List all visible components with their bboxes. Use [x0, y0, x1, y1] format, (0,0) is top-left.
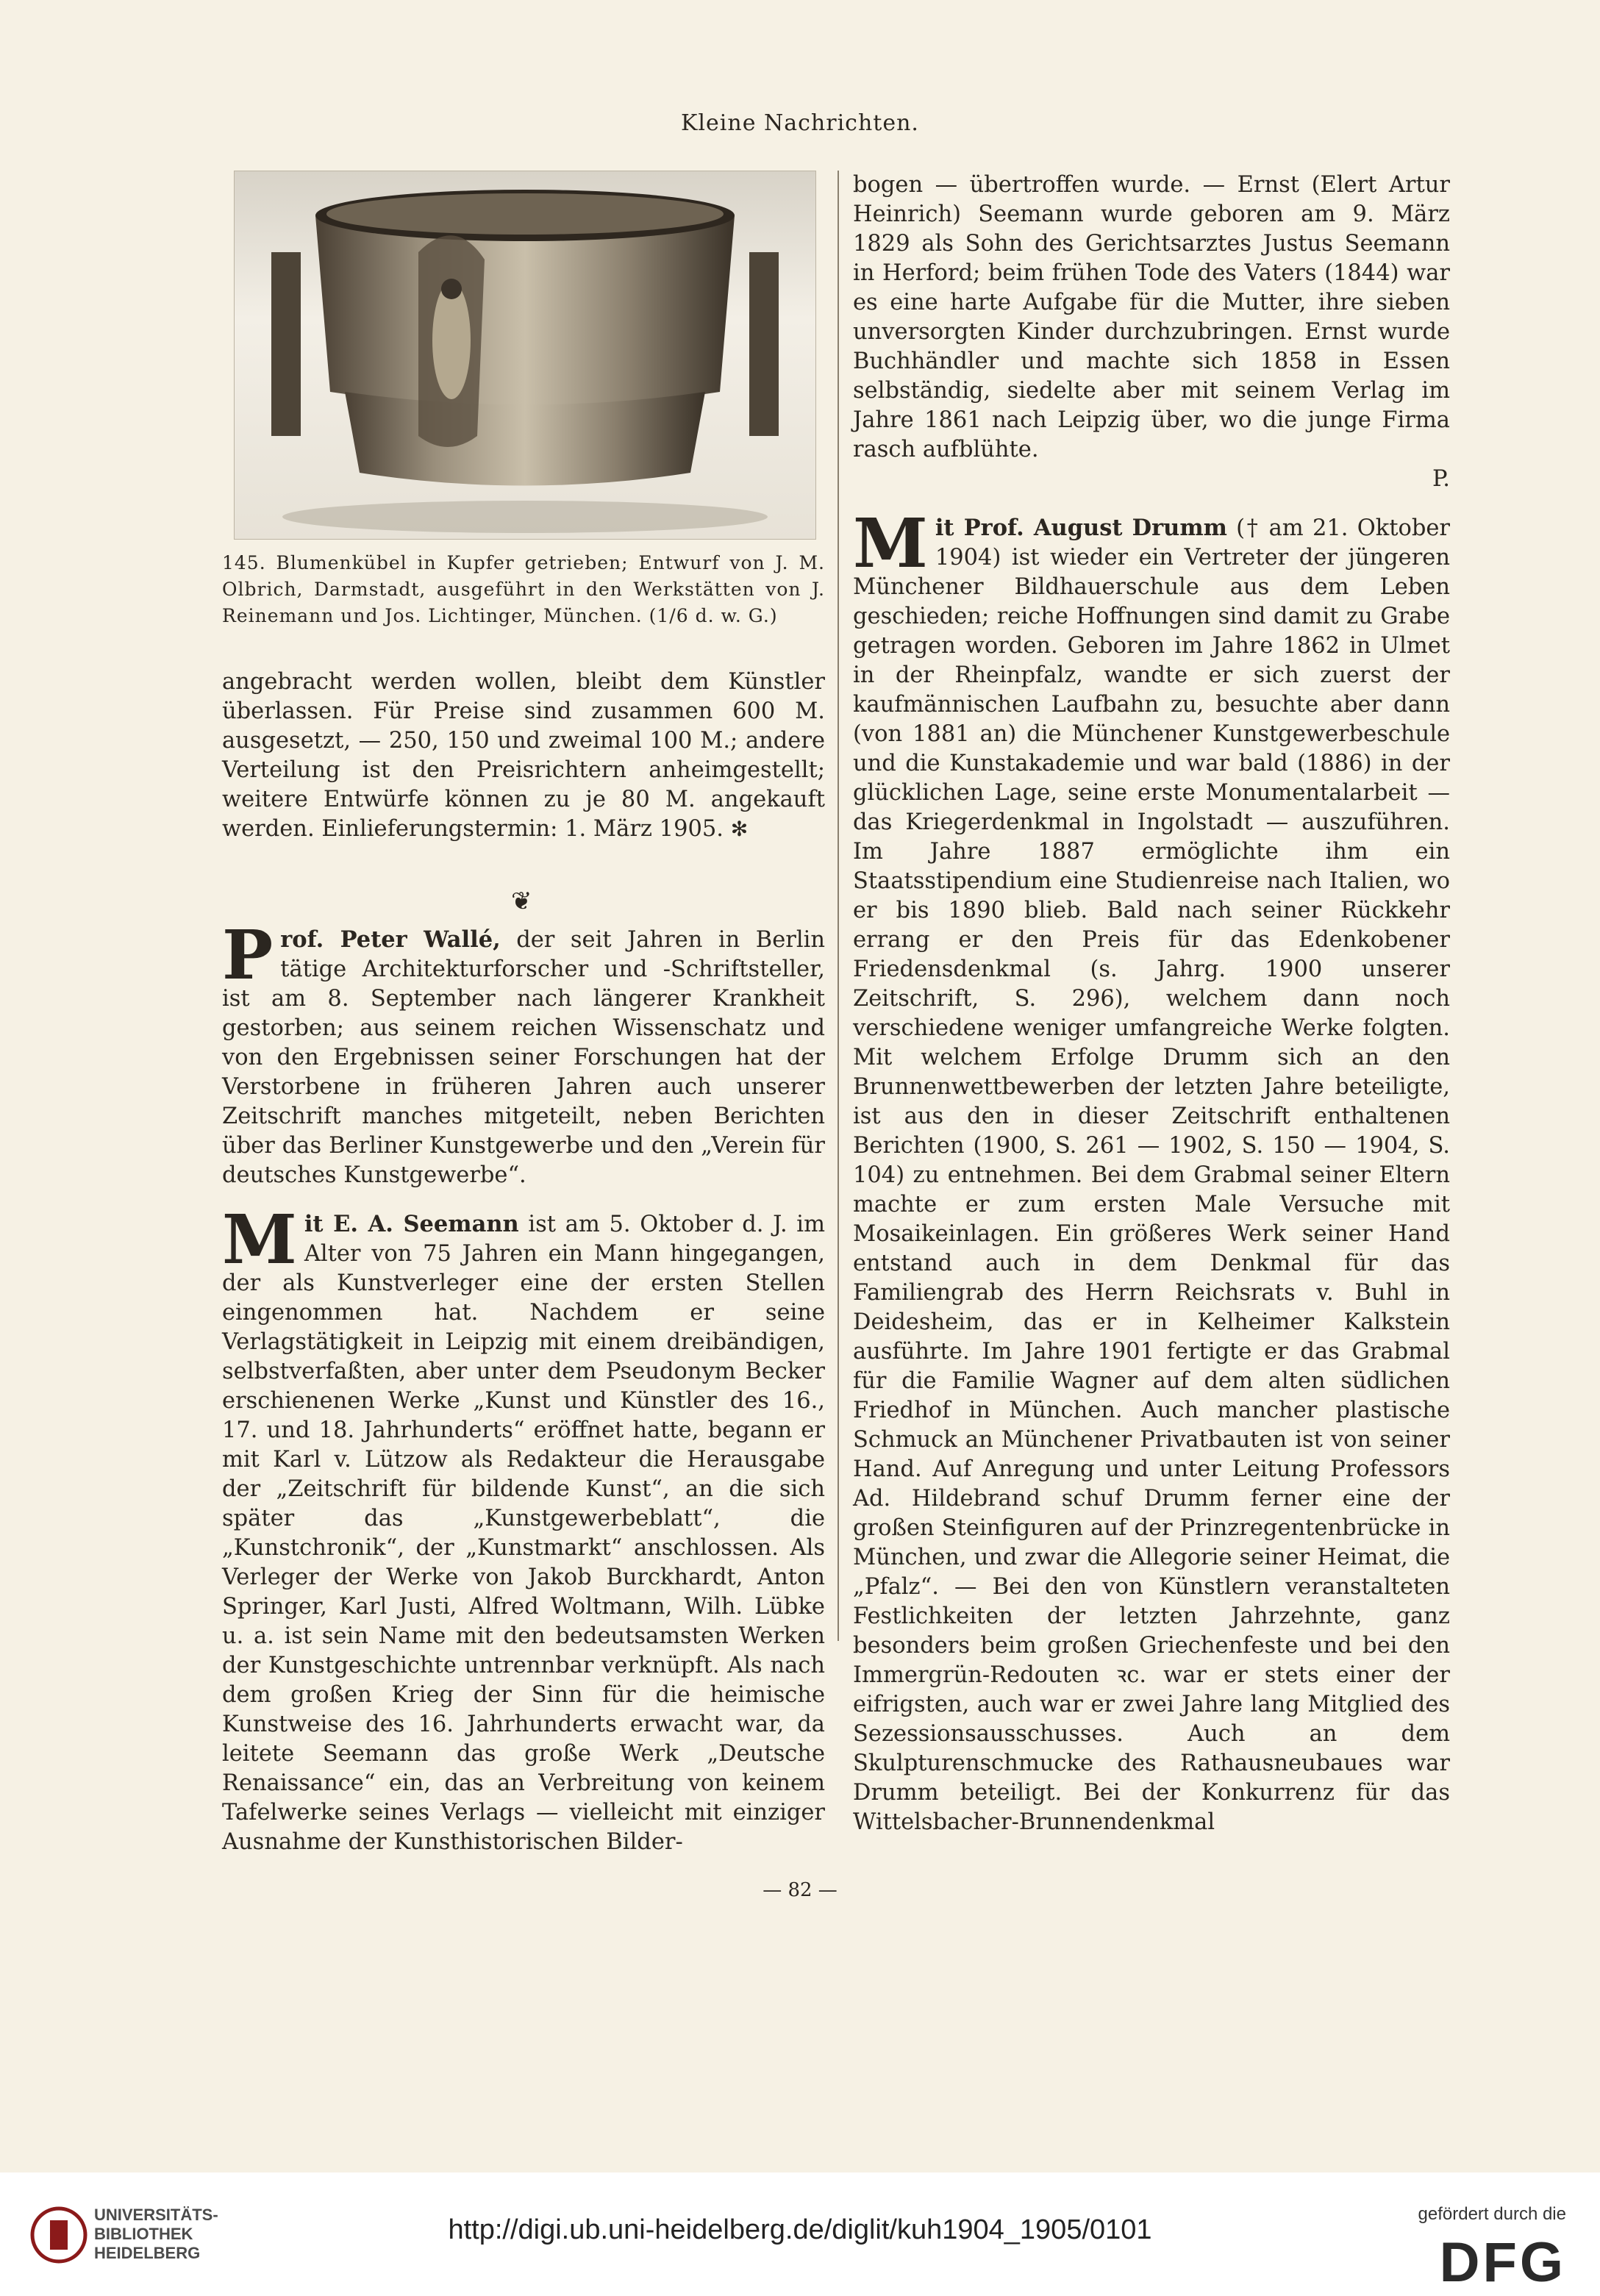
library-line-3: HEIDELBERG — [94, 2244, 201, 2262]
left-column — [222, 668, 825, 1857]
seemann-name: it E. A. Seemann — [304, 1211, 519, 1237]
drumm-initial: M — [853, 504, 928, 583]
planter-photograph — [234, 171, 816, 540]
section-divider-ornament-icon: ❦ — [511, 887, 532, 916]
walle-obituary — [222, 915, 825, 1190]
figure-caption: 145. Blumenkübel in Kupfer getrieben; Entwurf von J. M. Olbrich, Darmstadt, ausgeführt in den Werkstätten von J. Reinemann und Jos. Lichtinger, München. (1/6 d. w. G.) — [222, 552, 825, 626]
funder-label: gefördert durch die — [1418, 2204, 1566, 2224]
author-signoff: P. — [1432, 466, 1450, 492]
drumm-text: († am 21. Oktober 1904) ist wieder ein Vertreter der jüngeren Münchener Bildhauerschule aus dem Leben geschieden; reiche Hoffnungen sind damit zu Grabe getragen worden. Geboren im Jahre 1862 in Ulmet in der Rheinpfalz, wandte er sich zuerst der kaufmännischen Laufbahn zu, besuchte aber dann (von 1881 an) die Münchener Kunstgewerbeschule und die Kunstakademie und war bald (1886) in der glücklichen Lage, seine erste Monumentalarbeit — das Kriegerdenkmal in Ingolstadt — auszuführen. Im Jahre 1887 ermöglichte ihm ein Staatsstipendium eine Studienreise nach Italien, wo er bis 1890 blieb. Bald nach seiner Rückkehr errang er den Preis für das Edenkobener Friedensdenkmal (s. Jahrg. 1900 unserer Zeitschrift, S. 296), welchem dann noch verschiedene weniger umfangreiche Werke folgten. Mit welchem Erfolge Drumm sich an den Brunnenwettbewerben der letzten Jahre beteiligte, ist aus den in dieser Zeitschrift enthaltenen Berichten (1900, S. 261 — 1902, S. 150 — 1904, S. 104) zu entnehmen. Bei dem Grabmal seiner Eltern machte er zum ersten Male Versuche mit Mosaikeinlagen. Ein größeres Werk seiner Hand entstand auch in dem Denkmal für das Familiengrab des Herrn Reichsrats v. Buhl in Deidesheim, das er in Kelheimer Kalkstein ausführte. Im Jahre 1901 fertigte er das Grabmal für die Familie Wagner auf dem alten südlichen Friedhof in München. Auch mancher plastische Schmuck an Münchener Privatbauten ist von seiner Hand. Auf Anregung und unter Leitung Professors Ad. Hildebrand schuf Drumm ferner eine der großen Steinfiguren auf der Prinzregentenbrücke in München, und zwar die Allegorie seiner Heimat, die „Pfalz“. — Bei den von Künstlern veranstalteten Festlichkeiten der letzten Jahrzehnte, ganz besonders beim großen Griechenfeste und bei den Immergrün-Redouten ꝛc. war er stets einer der eifrigsten, auch war er zwei Jahre lang Mitglied des Sezessionsausschusses. Auch an dem Skulpturenschmucke des Rathausneubaues war Drumm beteiligt. Bei der Konkurrenz für das Wittelsbacher-Brunnendenkmal — [853, 515, 1450, 1835]
walle-initial: P — [222, 915, 274, 995]
drumm-name: it Prof. August Drumm — [935, 515, 1227, 541]
source-url-link[interactable]: http://digi.ub.uni-heidelberg.de/diglit/kuh1904_1905/0101 — [448, 2214, 1152, 2245]
walle-name: rof. Peter Wallé, — [280, 926, 501, 953]
column-divider — [838, 171, 839, 1641]
drumm-obituary — [853, 504, 1450, 1837]
seemann-obituary — [222, 1200, 825, 1857]
page-number: — 82 — — [762, 1879, 838, 1901]
seemann-initial: M — [222, 1200, 297, 1279]
end-ornament-icon: ✻ — [730, 817, 749, 841]
seemann-text: ist am 5. Oktober d. J. im Alter von 75 Jahren ein Mann hingegangen, der als Kunstverleger eine der ersten Stellen eingenommen hat. Nachdem er seine Verlagstätigkeit in Leipzig mit einem dreibändigen, selbstverfaßten, aber unter dem Pseudonym Becker erschienenen Werke „Kunst und Künstler des 16., 17. und 18. Jahrhunderts“ eröffnet hatte, begann er mit Karl v. Lützow als Redakteur die Herausgabe der „Zeitschrift für bildende Kunst“, an die sich später das „Kunstgewerbeblatt“, die „Kunstchronik“, der „Kunstmarkt“ anschlossen. Als Verleger der Werke von Jakob Burckhardt, Anton Springer, Karl Justi, Alfred Woltmann, Wilh. Lübke u. a. ist sein Name mit den bedeutsamsten Werken der Kunstgeschichte untrennbar verknüpft. Als nach dem großen Krieg der Sinn für die heimische Kunstweise des 16. Jahrhunderts erwacht war, da leitete Seemann das große Werk „Deutsche Renaissance“ ein, das an Verbreitung von keinem Tafelwerke seines Verlags — vielleicht mit einziger Ausnahme der Kunsthistorischen Bilder- — [222, 1212, 825, 1855]
competition-text: angebracht werden wollen, bleibt dem Künstler überlassen. Für Preise sind zusammen 600 M. ausgesetzt, — 250, 150 und zweimal 100 M.; andere Verteilung ist den Preisrichtern anheimgestellt; weitere Entwürfe können zu je 80 M. angekauft werden. Einlieferungstermin: 1. März 1905. — [222, 669, 825, 842]
walle-text: der seit Jahren in Berlin tätige Architekturforscher und -Schriftsteller, ist am 8. September nach längerer Krankheit gestorben; aus seinem reichen Wissenschatz und von den Ergebnissen seiner Forschungen hat der Verstorbene in früheren Jahren auch unserer Zeitschrift manches mitgeteilt, neben Berichten über das Berliner Kunstgewerbe und den „Verein für deutsches Kunstgewerbe“. — [222, 927, 825, 1188]
planter-illustration — [235, 171, 815, 539]
right-column — [853, 171, 1450, 1837]
competition-paragraph — [222, 668, 825, 844]
library-line-1: UNIVERSITÄTS- — [94, 2206, 218, 2224]
running-title: Kleine Nachrichten. — [681, 110, 919, 136]
library-line-2: BIBLIOTHEK — [94, 2225, 193, 2243]
seemann-continuation: bogen — übertroffen wurde. — Ernst (Elert Artur Heinrich) Seemann wurde geboren am 9. März 1829 als Sohn des Gerichtsarztes Justus Seemann in Herford; beim frühen Tode des Vaters (1844) war es eine harte Aufgabe für die Mutter, ihre sieben unversorgten Kinder durchzubringen. Ernst wurde Buchhändler und machte sich 1858 in Essen selbständig, siedelte aber mit seinem Verlag im Jahre 1861 nach Leipzig über, wo die junge Firma rasch aufblühte. — [853, 172, 1450, 462]
dfg-logo: DFG — [1439, 2231, 1566, 2294]
